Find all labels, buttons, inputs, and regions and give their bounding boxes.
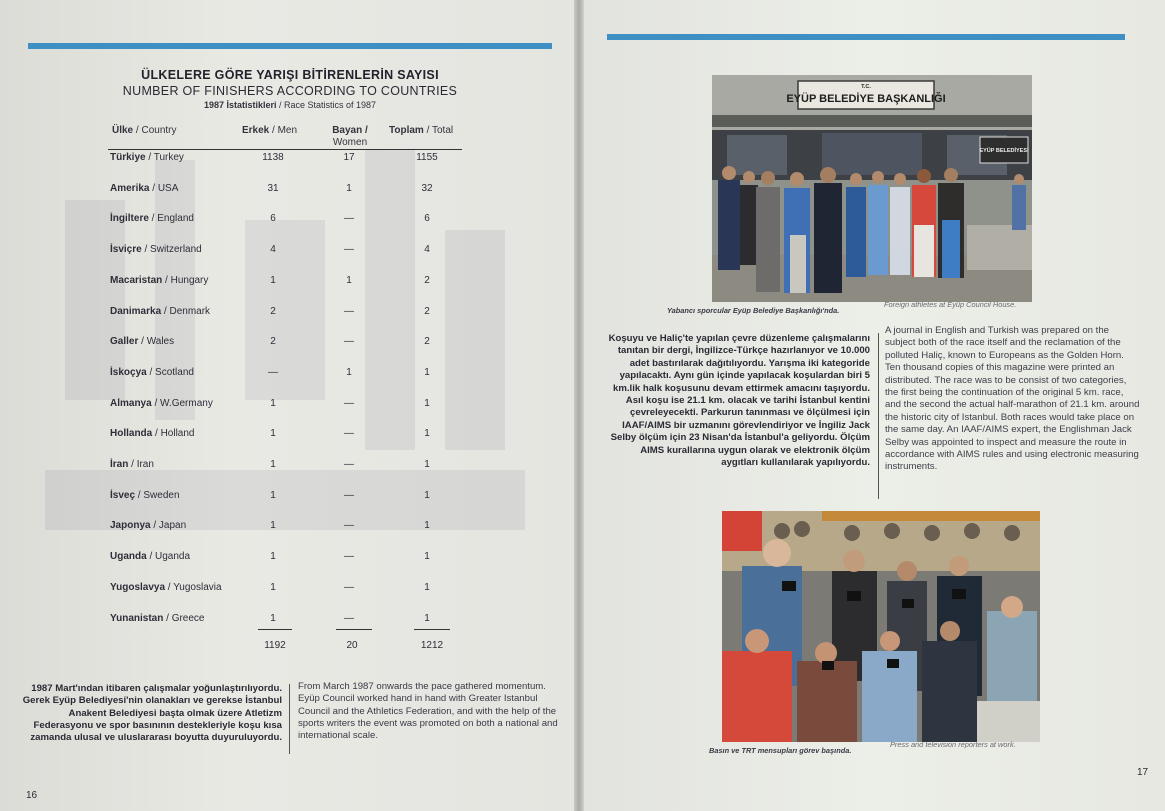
men-cell: 1 <box>270 459 276 470</box>
country-cell: Yunanistan / Greece <box>110 612 205 624</box>
women-cell: — <box>344 397 354 409</box>
country-cell: İsveç / Sweden <box>110 489 180 501</box>
photo1-sign-side: EYÜP BELEDİYESİ <box>979 148 1029 154</box>
table-row <box>0 551 578 565</box>
men-cell: 1 <box>270 489 276 501</box>
total-cell: 1 <box>424 581 430 593</box>
total-cell: 1 <box>424 428 430 440</box>
photo1-caption-tr: Yabancı sporcular Eyüp Belediye Başkanlığı'nda. <box>667 306 840 315</box>
country-cell: Danimarka / Denmark <box>110 305 211 317</box>
right-paragraph-turkish: Koşuyu ve Haliç'te yapılan çevre düzenleme çalışmalarını tanıtan bir dergi, İngilizce-Türkçe hazırlanıyor ve 10.000 adet bastırılarak dağıtılıyordu. Yarışma iki kategoride yapılacaktı. Aynı gün içinde yapılacak koşulardan biri 5 km.lik halk koşusunu devam ettirmek amacını taşıyordu. Asıl koşu ise 21.1 km. olacak ve tarihi İstanbul kentini çevreleyecekti. Parkurun tanınması ve ölçülmesi için IAAF/AIMS bir uzmanını görevlendiriyor ve İngiliz Jack Selby ölçüm için 23 Nisan'da İstanbul'a geliyordu. Ölçüm AIMS kurallarına uygun olarak ve elektronik ölçüm aygıtları kullanılarak yapılıyordu. <box>608 333 870 469</box>
table-row <box>0 244 578 258</box>
women-cell: — <box>344 520 354 532</box>
women-cell: — <box>344 305 354 317</box>
header-total: Toplam / Total <box>389 125 454 136</box>
women-cell: 1 <box>346 366 352 378</box>
country-cell: Uganda / Uganda <box>110 551 191 563</box>
table-row <box>0 520 578 534</box>
men-cell: 1 <box>270 274 276 286</box>
page-number-left: 16 <box>26 790 38 801</box>
table-row <box>0 152 578 166</box>
total-cell: 1 <box>424 366 430 378</box>
men-cell: 2 <box>270 336 276 348</box>
photo1-caption <box>667 306 839 315</box>
total-cell: 1 <box>424 489 430 501</box>
subtitle-en: Race Statistics of 1987 <box>284 100 377 110</box>
table-title-english: NUMBER OF FINISHERS ACCORDING TO COUNTRIES <box>122 84 458 98</box>
women-cell: — <box>344 459 354 470</box>
total-cell: 1 <box>424 520 430 532</box>
women-cell: — <box>344 551 354 563</box>
total-cell: 4 <box>424 244 430 256</box>
country-cell: İran / Iran <box>110 459 154 470</box>
men-cell: 1 <box>270 581 276 593</box>
men-cell: 1 <box>270 520 276 532</box>
men-cell: 1 <box>270 397 276 409</box>
table-row <box>0 275 578 289</box>
women-cell: — <box>344 336 354 348</box>
page-number-right: 17 <box>1137 767 1149 778</box>
header-women: Bayan / Women <box>332 125 368 148</box>
men-cell: 31 <box>267 182 279 194</box>
men-cell: — <box>268 366 278 378</box>
press-photo-illustration <box>722 511 1040 742</box>
table-row <box>0 336 578 350</box>
header-country: Ülke / Country <box>112 125 177 136</box>
women-cell: — <box>344 428 354 440</box>
total-cell: 2 <box>424 305 430 317</box>
total-cell: 1 <box>424 459 430 470</box>
women-cell: 1 <box>346 274 352 286</box>
press-photographers-photo <box>722 511 1040 742</box>
women-cell: — <box>344 581 354 593</box>
photo1-caption-en: Foreign athletes at Eyüp Council House. <box>884 300 1017 309</box>
photo2-caption-english <box>890 740 1016 749</box>
left-column-divider <box>289 684 290 754</box>
country-cell: Japonya / Japan <box>110 520 187 532</box>
total-cell: 1155 <box>416 152 438 163</box>
country-cell: Galler / Wales <box>110 336 175 348</box>
women-cell: — <box>344 213 354 225</box>
total-cell: 2 <box>424 336 430 348</box>
left-paragraph-turkish: 1987 Mart'ından itibaren çalışmalar yoğunlaştırılıyordu. Gerek Eyüp Belediyesi'nin olanakları ve gerekse İstanbul Anakent Belediyesi başta olmak üzere Atletizm Federasyonu ve spor basınının destekleriyle koşu kısa zamanda ulusal ve uluslararası boyutta duyuruluyordu. <box>22 683 282 744</box>
right-column-divider <box>878 333 879 499</box>
total-sum-rule <box>414 629 450 630</box>
country-cell: Hollanda / Holland <box>110 428 195 440</box>
photo1-caption-english <box>884 300 1016 309</box>
right-paragraph-english: A journal in English and Turkish was prepared on the subject both of the race itself and the reclamation of the polluted Haliç, known to Europeans as the Golden Horn. Ten thousand copies of this magazine were printed an distributed. The race was to be consist of two categories, the first being the continuation of the original 5 km. race, and the second the actual half-marathon of 21.1 km. around the historic city of Istanbul. Both races would take place on the same day. An IAAF/AIMS expert, the Englishman Jack Selby was appointed to inspect and measure the route in accordance with AIMS rules and using electronic measuring instruments. <box>885 325 1140 473</box>
table-row <box>0 367 578 381</box>
women-total: 20 <box>346 640 358 651</box>
total-cell: 2 <box>424 274 430 286</box>
country-cell: İngiltere / England <box>110 213 194 225</box>
country-cell: Yugoslavya / Yugoslavia <box>110 581 222 593</box>
women-cell: 1 <box>346 182 352 194</box>
right-accent-rule <box>607 34 1125 40</box>
table-row <box>0 398 578 412</box>
women-cell: — <box>344 244 354 256</box>
total-cell: 1 <box>424 612 430 624</box>
men-cell: 2 <box>270 305 276 317</box>
women-cell: 17 <box>343 152 355 163</box>
men-cell: 1138 <box>262 152 284 163</box>
men-cell: 6 <box>270 213 276 225</box>
country-cell: Macaristan / Hungary <box>110 274 209 286</box>
grand-total: 1212 <box>420 640 444 651</box>
men-cell: 1 <box>270 428 276 440</box>
header-men: Erkek / Men <box>242 125 298 136</box>
men-sum-rule <box>258 629 292 630</box>
table-title-turkish: ÜLKELERE GÖRE YARIŞI BİTİRENLERİN SAYISI <box>141 68 439 82</box>
country-cell: Amerika / USA <box>110 182 179 194</box>
table-row <box>0 459 578 473</box>
men-total: 1192 <box>264 640 286 651</box>
country-cell: Türkiye / Turkey <box>110 152 184 163</box>
group-photo-council-house <box>712 75 1032 302</box>
table-row <box>0 490 578 504</box>
header-rule <box>108 149 462 150</box>
men-cell: 4 <box>270 244 276 256</box>
subtitle-tr: 1987 İstatistikleri <box>203 100 277 110</box>
country-cell: Almanya / W.Germany <box>110 397 213 409</box>
women-sum-rule <box>336 629 372 630</box>
total-cell: 1 <box>424 397 430 409</box>
photo2-caption-en: Press and television reporters at work. <box>890 740 1016 749</box>
table-row <box>0 183 578 197</box>
table-row <box>0 213 578 227</box>
country-cell: İsviçre / Switzerland <box>110 244 202 256</box>
left-accent-rule <box>28 43 552 49</box>
men-cell: 1 <box>270 612 276 624</box>
total-cell: 6 <box>424 213 430 225</box>
men-cell: 1 <box>270 551 276 563</box>
photo1-sign-main: EYÜP BELEDİYE BAŞKANLIĞI <box>786 93 946 105</box>
photo1-sign-small: T.C. <box>861 84 871 90</box>
women-cell: — <box>344 612 354 624</box>
women-cell: — <box>344 489 354 501</box>
photo2-caption-tr: Basın ve TRT mensupları görev başında. <box>709 746 852 755</box>
total-cell: 32 <box>421 182 433 194</box>
photo2-caption <box>709 746 851 755</box>
table-row <box>0 428 578 442</box>
left-paragraph-english: From March 1987 onwards the pace gathered momentum. Eyüp Council worked hand in hand with Greater Istanbul Council and the Athletics Federation, and with the help of the sports writers the event was promoted on both a national and international scale. <box>298 681 558 742</box>
table-subtitle: 1987 İstatistikleri / Race Statistics of 1987 <box>203 100 377 110</box>
table-row <box>0 613 578 627</box>
country-cell: İskoçya / Scotland <box>110 366 194 378</box>
table-row <box>0 306 578 320</box>
total-cell: 1 <box>424 551 430 563</box>
group-photo-illustration <box>712 75 1032 302</box>
table-row <box>0 582 578 596</box>
